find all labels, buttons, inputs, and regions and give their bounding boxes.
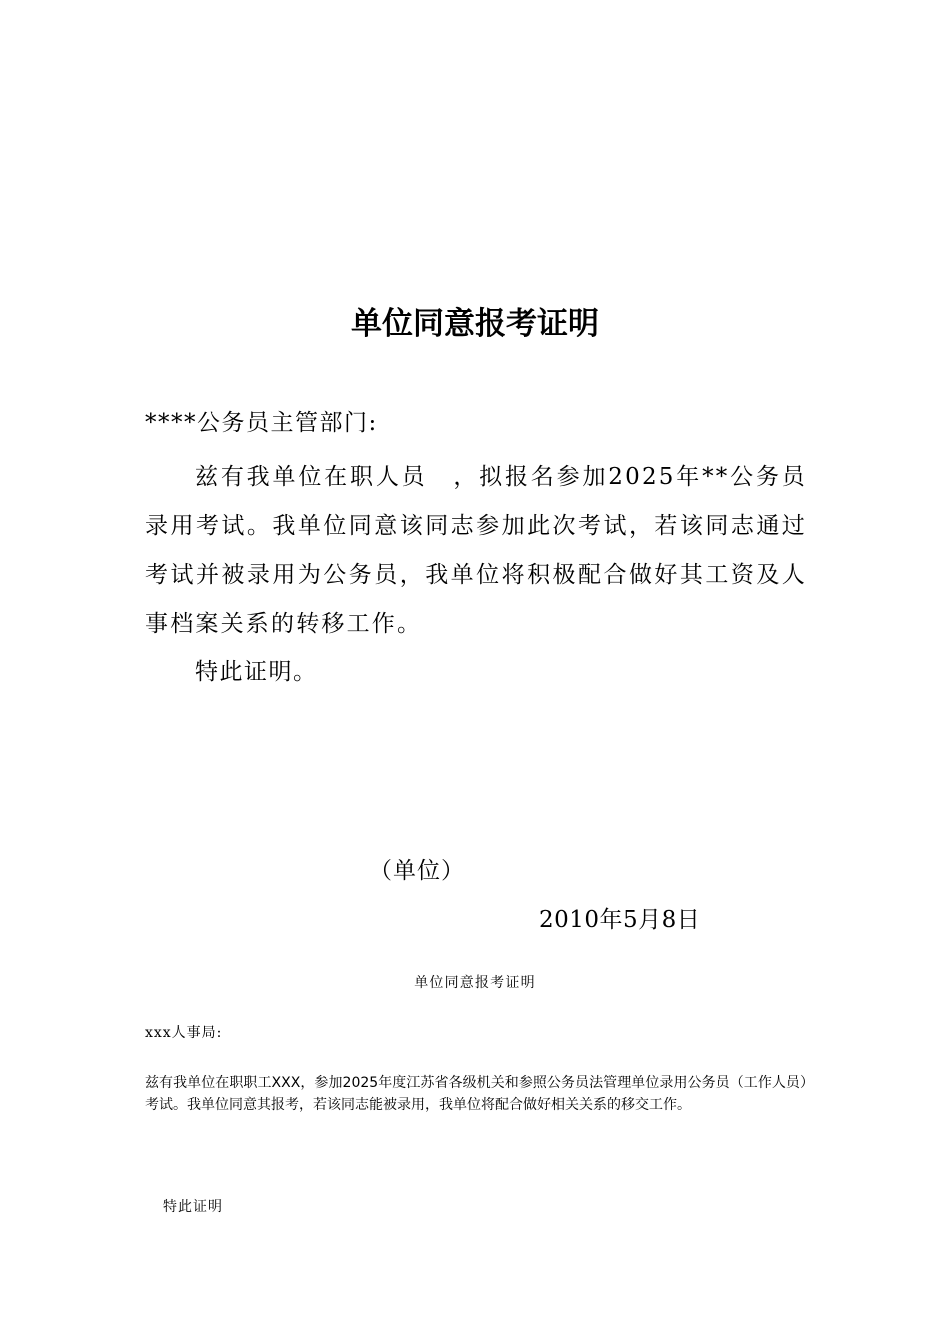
certificate-salutation: ****公务员主管部门: bbox=[145, 410, 378, 436]
certificate-title: 单位同意报考证明 bbox=[351, 306, 599, 342]
sample-title: 单位同意报考证明 bbox=[414, 975, 536, 991]
certificate-date: 2010年5月8日 bbox=[539, 907, 701, 933]
sample-body: 兹有我单位在职职工XXX，参加2025年度江苏省各级机关和参照公务员法管理单位录用公务员（工作人员）考试。我单位同意其报考，若该同志能被录用，我单位将配合做好相关关系的移交工作。 bbox=[145, 1075, 807, 1113]
certificate-unit: （单位） bbox=[369, 858, 465, 884]
certificate-closing: 特此证明。 bbox=[195, 659, 318, 685]
sample-closing: 特此证明 bbox=[163, 1199, 223, 1215]
sample-salutation: xxx人事局: bbox=[145, 1025, 223, 1041]
certificate-body: 兹有我单位在职人员 ，拟报名参加2025年**公务员录用考试。我单位同意该同志参加此次考试，若该同志通过考试并被录用为公务员，我单位将积极配合做好其工资及人事档案关系的转移工作。 bbox=[145, 464, 807, 637]
